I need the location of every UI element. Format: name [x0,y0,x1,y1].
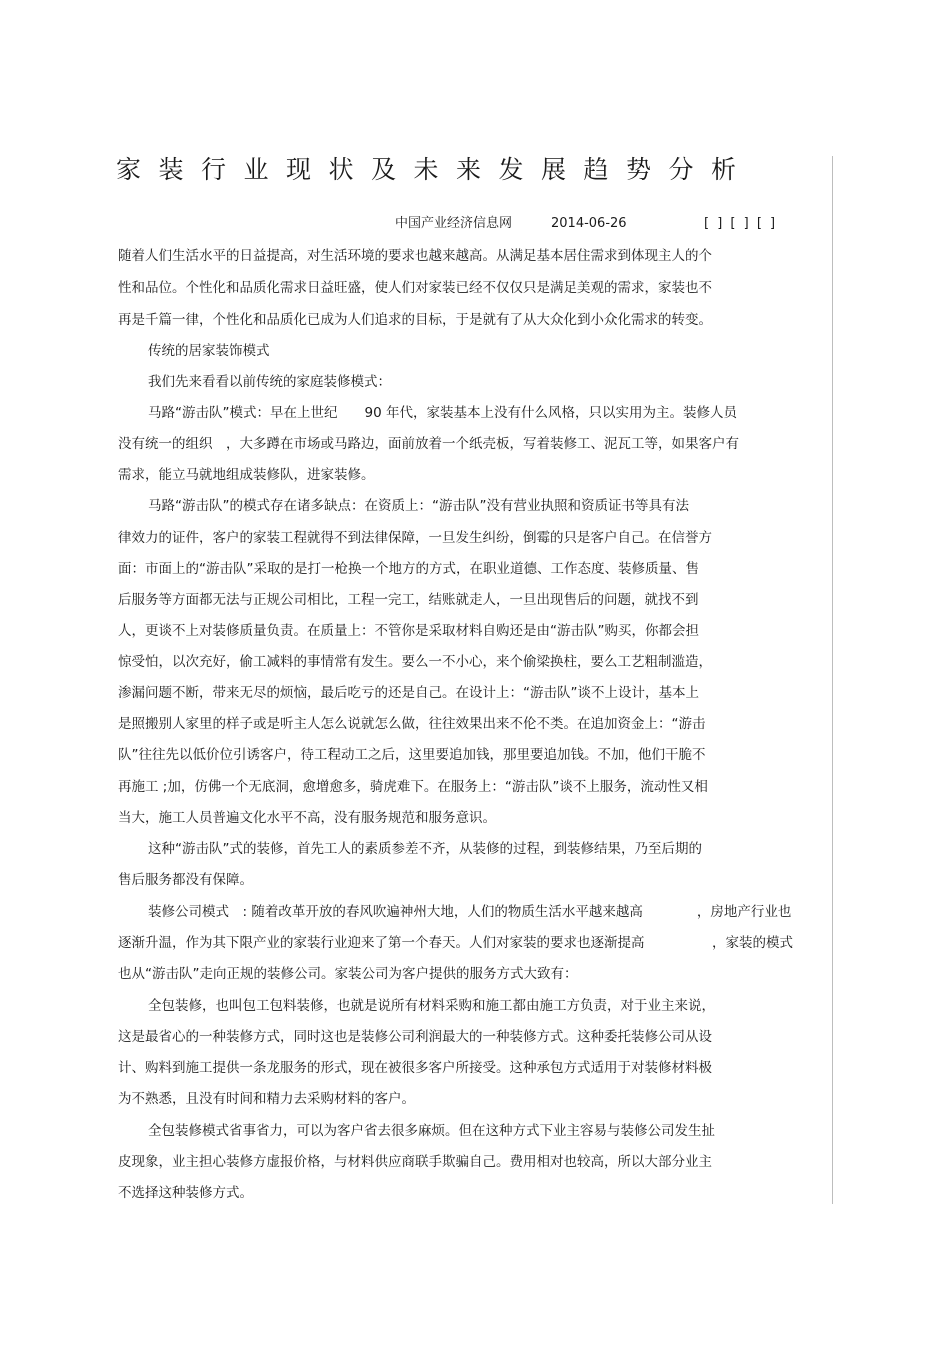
page-border-line [832,156,833,1204]
body-line: 为不熟悉，且没有时间和精力去采购材料的客户。 [118,1091,415,1107]
body-line: 是照搬别人家里的样子或是听主人怎么说就怎么做，往往效果出来不伦不类。在追加资金上：“游击 [118,716,706,732]
body-line: 这是最省心的一种装修方式，同时这也是装修公司利润最大的一种装修方式。这种委托装修公司从设 [118,1029,712,1045]
body-line: 这种“游击队”式的装修，首先工人的素质参差不齐，从装修的过程，到装修结果，乃至后期的 [148,841,702,857]
body-line: 随着人们生活水平的日益提高，对生活环境的要求也越来越高。从满足基本居住需求到体现主人的个 [118,248,712,264]
body-line: 性和品位。个性化和品质化需求日益旺盛，使人们对家装已经不仅仅只是满足美观的需求，家装也不 [118,280,712,296]
body-line: 人，更谈不上对装修质量负责。在质量上：不管你是采取材料自购还是由“游击队”购买，你都会担 [118,623,699,639]
body-line: 马路“游击队”的模式存在诸多缺点：在资质上：“游击队”没有营业执照和资质证书等具有法 [148,498,689,514]
body-line: 后服务等方面都无法与正规公司相比，工程一完工，结账就走人，一旦出现售后的问题，就找不到 [118,592,699,608]
body-line: 当大，施工人员普遍文化水平不高，没有服务规范和服务意识。 [118,810,496,826]
body-line: 惊受怕，以次充好，偷工减料的事情常有发生。要么一不小心，来个偷梁换柱，要么工艺粗制滥造， [118,654,712,670]
body-line: 全包装修，也叫包工包料装修，也就是说所有材料采购和施工都由施工方负责，对于业主来说， [148,998,715,1014]
body-line: 律效力的证件，客户的家装工程就得不到法律保障，一旦发生纠纷，倒霉的只是客户自己。在信誉方 [118,530,712,546]
body-line: 全包装修模式省事省力，可以为客户省去很多麻烦。但在这种方式下业主容易与装修公司发生扯 [148,1123,715,1139]
body-line: 也从“游击队”走向正规的装修公司。家装公司为客户提供的服务方式大致有： [118,966,578,982]
body-line: 逐渐升温，作为其下限产业的家装行业迎来了第一个春天。人们对家装的要求也逐渐提高 ，家装的模式 [118,935,793,951]
article-date: 2014-06-26 [551,216,627,231]
body-line: 计、购料到施工提供一条龙服务的形式，现在被很多客户所接受。这种承包方式适用于对装修材料极 [118,1060,712,1076]
body-line: 渗漏问题不断，带来无尽的烦恼，最后吃亏的还是自己。在设计上：“游击队”谈不上设计，基本上 [118,685,699,701]
body-line: 再是千篇一律，个性化和品质化已成为人们追求的目标，于是就有了从大众化到小众化需求的转变。 [118,312,712,328]
body-line: 装修公司模式 : 随着改革开放的春风吹遍神州大地，人们的物质生活水平越来越高 ，房地产行业也 [148,904,792,920]
body-line: 我们先来看看以前传统的家庭装修模式： [148,374,391,390]
body-line: 面：市面上的“游击队”采取的是打一枪换一个地方的方式，在职业道德、工作态度、装修质量、售 [118,561,699,577]
body-line: 皮现象，业主担心装修方虚报价格，与材料供应商联手欺骗自己。费用相对也较高，所以大部分业主 [118,1154,712,1170]
body-line: 不选择这种装修方式。 [118,1185,253,1201]
body-line: 售后服务都没有保障。 [118,872,253,888]
section-heading: 传统的居家装饰模式 [148,343,270,359]
body-line: 再施工 ;加，仿佛一个无底洞，愈增愈多，骑虎难下。在服务上：“游击队”谈不上服务，流动性又相 [118,779,708,795]
body-line: 队”往往先以低价位引诱客户，待工程动工之后，这里要追加钱，那里要追加钱。不加，他们干脆不 [118,747,706,763]
article-link-brackets: [ ] [ ] [ ] [704,216,778,231]
article-source: 中国产业经济信息网 [395,216,513,231]
body-line: 马路“游击队”模式：早在上世纪 90 年代，家装基本上没有什么风格，只以实用为主。装修人员 [148,405,737,421]
body-line: 需求，能立马就地组成装修队，进家装修。 [118,467,375,483]
article-title: 家装行业现状及未来发展趋势分析 [116,155,754,184]
body-line: 没有统一的组织 ，大多蹲在市场或马路边，面前放着一个纸壳板，写着装修工、泥瓦工等，如果客户有 [118,436,739,452]
